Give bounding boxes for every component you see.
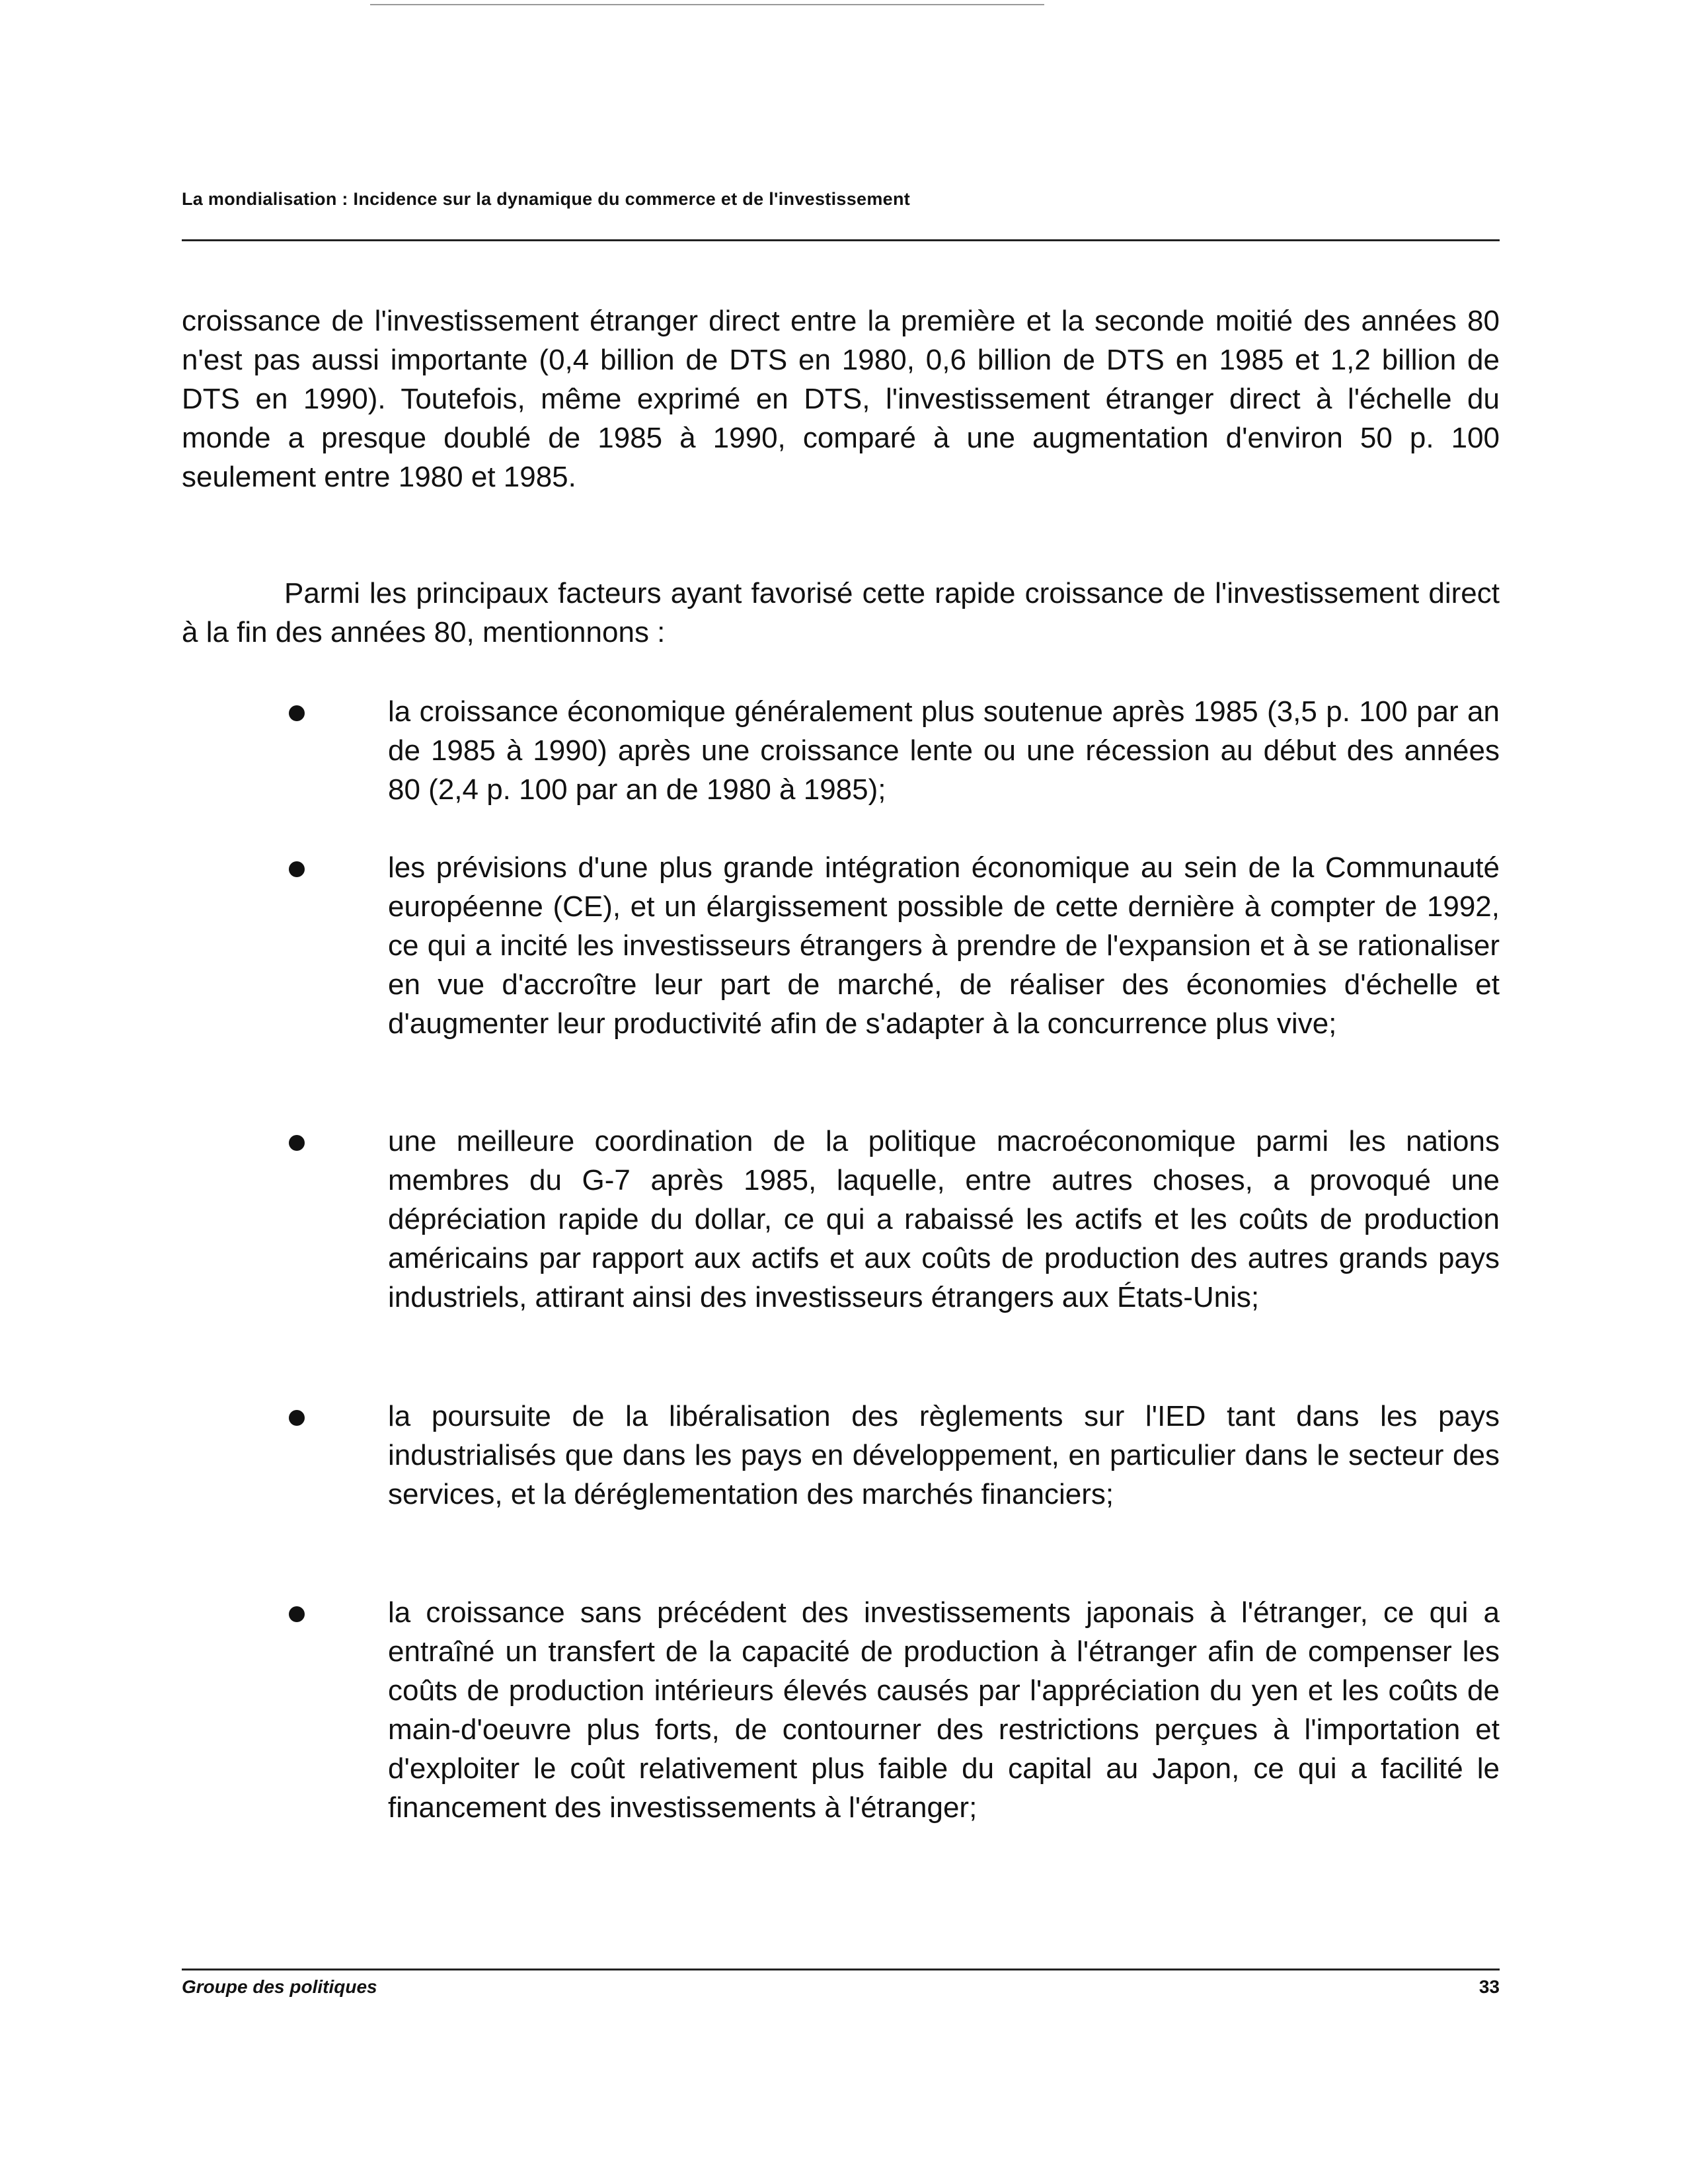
list-item-text: les prévisions d'une plus grande intégration économique au sein de la Communauté européenne (CE), et un élargissement possible de cette dernière à compter de 1992, ce qui a incité les investisseurs étrangers à prendre de l'expansion et à se rationaliser en vue d'accroître leur part de marché, de réaliser des économies d'échelle et d'augmenter leur productivité afin de s'adapter à la concurrence plus vive; (388, 851, 1500, 1040)
paragraph-2: Parmi les principaux facteurs ayant favorisé cette rapide croissance de l'investissement direct à la fin des années 80, mentionnons : (182, 577, 1500, 648)
list-item (388, 1122, 1500, 1317)
page-number: 33 (1478, 1976, 1500, 1997)
header-rule (182, 239, 1500, 241)
list-item-text: la poursuite de la libéralisation des règlements sur l'IED tant dans les pays industrialisés que dans les pays en développement, en particulier dans le secteur des services, et la déréglementation des marchés financiers; (388, 1400, 1500, 1510)
list-item (388, 1397, 1500, 1514)
bullet-icon (289, 705, 305, 721)
running-header: La mondialisation : Incidence sur la dynamique du commerce et de l'investissement (182, 189, 911, 209)
bullet-icon (289, 861, 305, 877)
list-item (388, 1593, 1500, 1827)
bullet-icon (289, 1606, 305, 1622)
footer-group-name: Groupe des politiques (182, 1976, 377, 1997)
list-item (388, 848, 1500, 1043)
list-item (388, 692, 1500, 809)
list-item-text: la croissance sans précédent des investissements japonais à l'étranger, ce qui a entraîné un transfert de la capacité de production à l'étranger afin de compenser les coûts de production intérieurs élevés causés par l'appréciation du yen et les coûts de main-d'oeuvre plus forts, de contourner des restrictions perçues à l'importation et d'exploiter le coût relativement plus faible du capital au Japon, ce qui a facilité le financement des investissements à l'étranger; (388, 1596, 1500, 1824)
bullet-icon (289, 1135, 305, 1151)
list-item-text: une meilleure coordination de la politique macroéconomique parmi les nations membres du G-7 après 1985, laquelle, entre autres choses, a provoqué une dépréciation rapide du dollar, ce qui a rabaissé les actifs et les coûts de production américains par rapport aux actifs et aux coûts de production des autres grands pays industriels, attirant ainsi des investisseurs étrangers aux États-Unis; (388, 1125, 1500, 1313)
scan-edge-line (370, 4, 1044, 5)
paragraph-1: croissance de l'investissement étranger direct entre la première et la seconde moitié des années 80 n'est pas aussi importante (0,4 billion de DTS en 1980, 0,6 billion de DTS en 1985 et 1,2 billion de DTS en 1990). Toutefois, même exprimé en DTS, l'investissement étranger direct à l'échelle du monde a presque doublé de 1985 à 1990, comparé à une augmentation d'environ 50 p. 100 seulement entre 1980 et 1985. (182, 305, 1500, 493)
list-item-text: la croissance économique généralement plus soutenue après 1985 (3,5 p. 100 par an de 1985 à 1990) après une croissance lente ou une récession au début des années 80 (2,4 p. 100 par an de 1980 à 1985); (388, 695, 1500, 806)
bullet-icon (289, 1410, 305, 1426)
footer-rule (182, 1969, 1500, 1970)
